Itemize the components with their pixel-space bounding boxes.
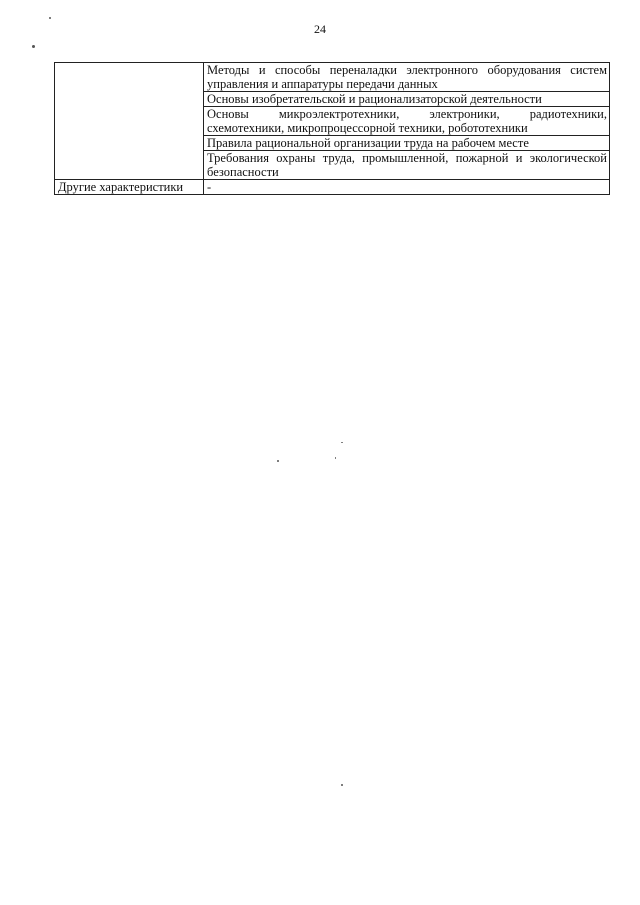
page-number: 24 [314, 22, 326, 36]
cell-text-line: Правила рациональной организации труда на рабочем месте [207, 136, 529, 150]
cell-text-line: безопасности [207, 165, 279, 179]
scan-speck [49, 17, 51, 19]
scan-speck [32, 45, 35, 48]
cell-text-line: управления и аппаратуры передачи данных [207, 77, 438, 91]
table-row [55, 63, 610, 92]
knowledge-cell-5 [204, 151, 610, 180]
knowledge-cell-3 [204, 107, 610, 136]
cell-text-line: схемотехники, микропроцессорной техники, робототехники [207, 121, 528, 135]
knowledge-cell-1 [204, 63, 610, 92]
scan-speck [341, 442, 343, 443]
other-characteristics-value: - [204, 180, 610, 195]
merged-label-cell [55, 63, 204, 180]
requirements-table [54, 62, 610, 195]
scan-speck [277, 460, 279, 462]
cell-text-line: Методы и способы переналадки электронного оборудования систем [207, 63, 607, 77]
table-row [55, 180, 610, 195]
knowledge-cell-2 [204, 92, 610, 107]
cell-text-line: Основы изобретательской и рационализаторской деятельности [207, 92, 542, 106]
scan-speck [335, 457, 336, 459]
cell-text-line: Основы микроэлектротехники, электроники, радиотехники, [207, 107, 607, 121]
knowledge-cell-4 [204, 136, 610, 151]
cell-text-line: Требования охраны труда, промышленной, пожарной и экологической [207, 151, 607, 165]
scan-speck [341, 784, 343, 786]
other-characteristics-label: Другие характеристики [55, 180, 204, 195]
